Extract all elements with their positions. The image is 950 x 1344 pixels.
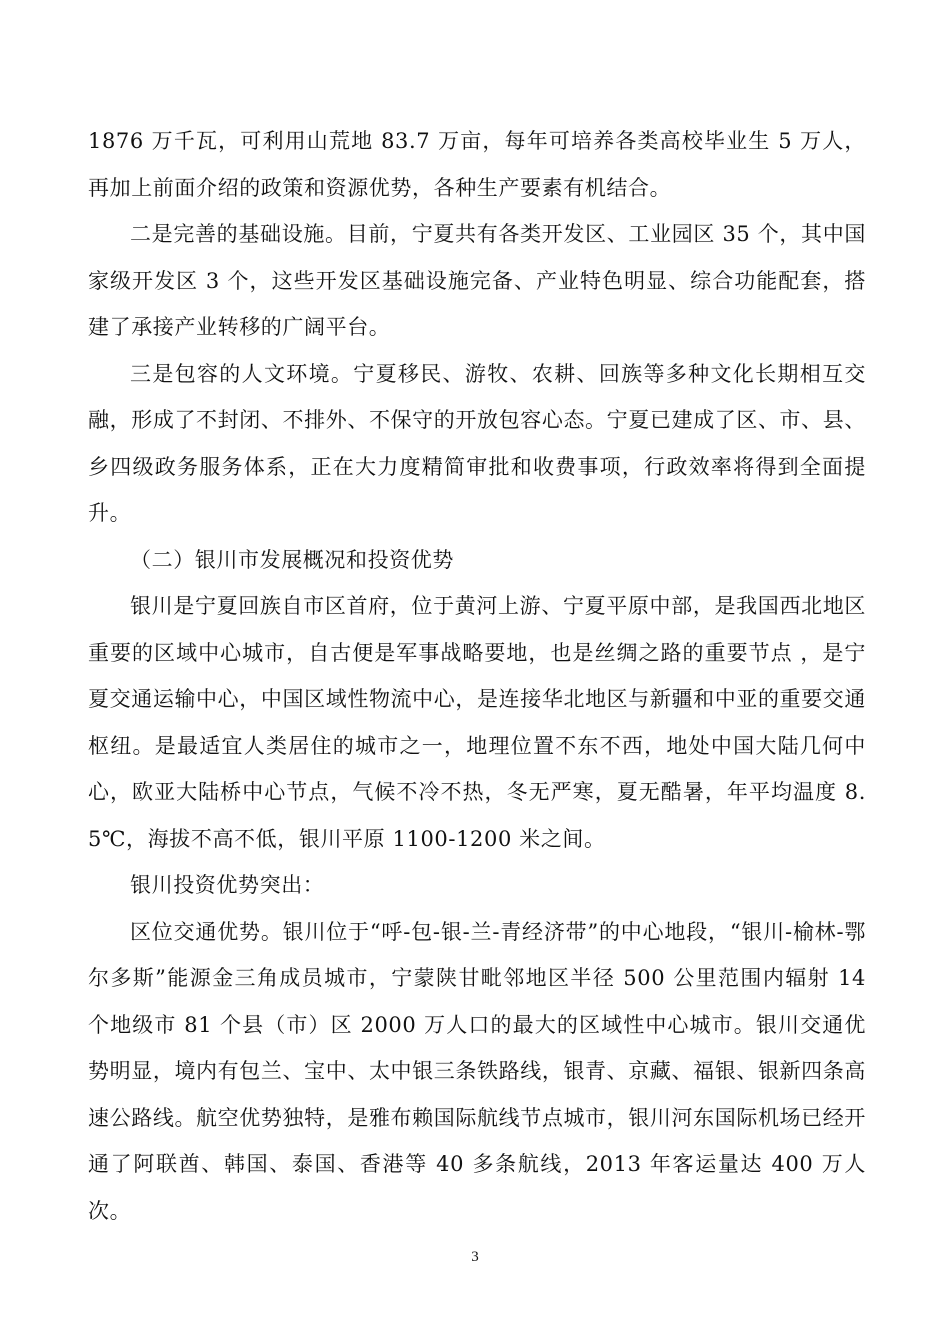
page-number: 3 (471, 1249, 479, 1265)
paragraph-continuation: 1876 万千瓦，可利用山荒地 83.7 万亩，每年可培养各类高校毕业生 5 万人，再加上前面介绍的政策和资源优势，各种生产要素有机结合。 (88, 129, 866, 200)
paragraph-advantages-intro: 银川投资优势突出： (130, 873, 325, 897)
paragraph-cultural-environment: 三是包容的人文环境。宁夏移民、游牧、农耕、回族等多种文化长期相互交融，形成了不封闭、不排外、不保守的开放包容心态。宁夏已建成了区、市、县、乡四级政务服务体系，正在大力度精简审批和收费事项，行政效率将得到全面提升。 (88, 361, 866, 525)
section-heading: （二）银川市发展概况和投资优势 (130, 547, 454, 572)
paragraph-location-transport: 区位交通优势。银川位于“呼-包-银-兰-青经济带”的中心地段，“银川-榆林-鄂尔多斯”能源金三角成员城市，宁蒙陕甘毗邻地区半径 500 公里范围内辐射 14 个地级市 81 个县（市）区 2000 万人口的最大的区域性中心城市。银川交通优势明显，境内有包兰、宝中、太中银三条铁路线，银青、京藏、福银、银新四条高速公路线。航空优势独特，是雅布赖国际航线节点城市，银川河东国际机场已经开通了阿联酋、韩国、泰国、香港等 40 多条航线，2013 年客运量达 400 万人次。 (88, 919, 866, 1223)
paragraph-yinchuan-overview: 银川是宁夏回族自市区首府，位于黄河上游、宁夏平原中部，是我国西北地区重要的区域中心城市，自古便是军事战略要地，也是丝绸之路的重要节点 ，是宁夏交通运输中心，中国区域性物流中心，是连接华北地区与新疆和中亚的重要交通枢纽。是最适宜人类居住的城市之一，地理位置不东不西，地处中国大陆几何中心，欧亚大陆桥中心节点，气候不冷不热，冬无严寒，夏无酷暑，年平均温度 8.5℃，海拔不高不低，银川平原 1100-1200 米之间。 (88, 594, 866, 851)
document-body (88, 118, 866, 1234)
paragraph-infrastructure: 二是完善的基础设施。目前，宁夏共有各类开发区、工业园区 35 个，其中国家级开发区 3 个，这些开发区基础设施完备、产业特色明显、综合功能配套，搭建了承接产业转移的广阔平台。 (88, 222, 866, 339)
